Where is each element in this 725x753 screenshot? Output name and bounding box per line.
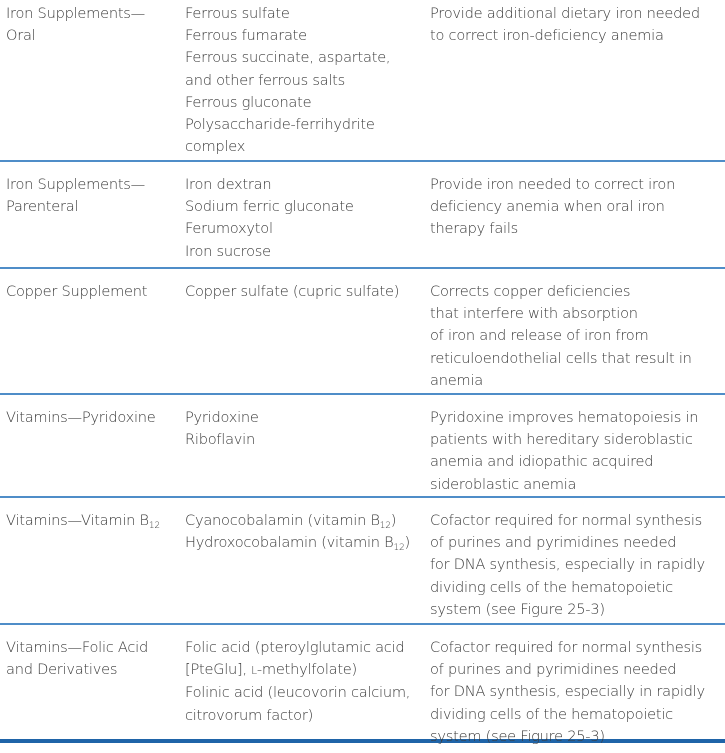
- table-row-folic-acid: [0, 625, 725, 743]
- agent-text: [PteGlu],: [185, 661, 252, 679]
- indication-line: of purines and pyrimidines needed: [430, 661, 677, 679]
- agent-text: Cyanocobalamin (vitamin B: [185, 512, 380, 529]
- agents-cell: [179, 172, 424, 267]
- indication-line: Provide additional dietary iron needed: [430, 5, 700, 22]
- indication-line: system (see Figure 25-3): [430, 727, 605, 745]
- indication-line: that interfere with absorption: [430, 305, 638, 323]
- category-cell: [0, 0, 179, 160]
- indication-line: Provide iron needed to correct iron: [430, 176, 676, 193]
- small-caps-prefix: L: [251, 665, 257, 678]
- subscript: 12: [379, 521, 391, 531]
- category-cell: [0, 508, 179, 623]
- agent-line: Ferumoxytol: [185, 220, 273, 238]
- category-line: Vitamins—Folic Acid: [6, 639, 148, 656]
- table-row-pyridoxine: [0, 395, 725, 498]
- indication-line: reticuloendothelial cells that result in: [430, 349, 692, 367]
- table-row-copper: [0, 269, 725, 395]
- agent-line: Copper sulfate (cupric sulfate): [185, 283, 400, 300]
- indication-cell: [424, 172, 725, 267]
- table-row-iron-parenteral: [0, 162, 725, 269]
- agent-line: Polysaccharide-ferrihydrite: [185, 116, 375, 134]
- agents-cell: [179, 0, 424, 160]
- category-line: Iron Supplements—: [6, 176, 145, 193]
- indication-line: Pyridoxine improves hematopoiesis in: [430, 409, 699, 426]
- agent-text: Hydroxocobalamin (vitamin B: [185, 534, 394, 552]
- category-cell: [0, 172, 179, 267]
- table-row-vitamin-b12: [0, 498, 725, 625]
- category-line: Oral: [6, 27, 36, 45]
- agent-line: Pyridoxine: [185, 409, 259, 426]
- agent-line: and other ferrous salts: [185, 71, 346, 89]
- subscript: 12: [393, 543, 405, 554]
- indication-line: anemia and idiopathic acquired: [430, 453, 654, 471]
- indication-cell: [424, 0, 725, 160]
- indication-line: sideroblastic anemia: [430, 475, 577, 493]
- indication-line: for DNA synthesis, especially in rapidly: [430, 683, 705, 701]
- category-cell: [0, 279, 179, 393]
- indication-line: Cofactor required for normal synthesis: [430, 639, 702, 656]
- category-line: and Derivatives: [6, 661, 118, 679]
- category-text: Vitamins—Vitamin B: [6, 512, 149, 529]
- category-line: Copper Supplement: [6, 283, 148, 300]
- indication-line: dividing cells of the hematopoietic: [430, 578, 673, 596]
- agents-cell: [179, 279, 424, 393]
- indication-line: for DNA synthesis, especially in rapidly: [430, 556, 705, 574]
- agent-line: Iron sucrose: [185, 242, 271, 260]
- indication-line: Cofactor required for normal synthesis: [430, 512, 702, 529]
- indication-line: of purines and pyrimidines needed: [430, 534, 677, 552]
- agents-cell: [179, 405, 424, 496]
- indication-line: system (see Figure 25-3): [430, 600, 605, 618]
- agent-line: complex: [185, 138, 246, 156]
- indication-line: anemia: [430, 371, 483, 389]
- indication-line: of iron and release of iron from: [430, 327, 649, 345]
- indication-cell: [424, 508, 725, 623]
- subscript: 12: [148, 521, 160, 531]
- agent-tail: ): [390, 512, 397, 529]
- agent-tail: ): [404, 534, 410, 552]
- agent-text: -methylfolate): [256, 661, 357, 679]
- indication-cell: [424, 279, 725, 393]
- indication-line: to correct iron-deficiency anemia: [430, 27, 664, 45]
- category-line: Parenteral: [6, 198, 79, 216]
- agents-cell: [179, 508, 424, 623]
- category-cell: [0, 635, 179, 739]
- indication-line: therapy fails: [430, 220, 518, 238]
- table-row-iron-oral: [0, 0, 725, 162]
- agents-cell: [179, 635, 424, 739]
- indication-cell: [424, 405, 725, 496]
- agent-line: Ferrous succinate, aspartate,: [185, 49, 391, 67]
- agent-line: Ferrous sulfate: [185, 5, 290, 22]
- agent-line: [185, 510, 424, 532]
- indication-line: deficiency anemia when oral iron: [430, 198, 665, 216]
- agent-line: Folinic acid (leucovorin calcium,: [185, 684, 411, 702]
- agent-line: Folic acid (pteroylglutamic acid: [185, 639, 405, 656]
- agent-line: Sodium ferric gluconate: [185, 198, 354, 216]
- indication-line: dividing cells of the hematopoietic: [430, 705, 673, 723]
- category-line: [6, 510, 179, 532]
- agent-line: Iron dextran: [185, 176, 272, 193]
- agent-line: [185, 532, 424, 554]
- category-line: Iron Supplements—: [6, 5, 145, 22]
- category-cell: [0, 405, 179, 496]
- agent-line: Riboflavin: [185, 431, 255, 449]
- agent-line: [185, 659, 424, 682]
- agent-line: Ferrous gluconate: [185, 93, 312, 111]
- category-line: Vitamins—Pyridoxine: [6, 409, 156, 426]
- indication-line: Corrects copper deficiencies: [430, 283, 631, 300]
- agent-line: Ferrous fumarate: [185, 27, 307, 45]
- agent-line: citrovorum factor): [185, 706, 314, 724]
- indication-line: patients with hereditary sideroblastic: [430, 431, 693, 449]
- indication-cell: [424, 635, 725, 745]
